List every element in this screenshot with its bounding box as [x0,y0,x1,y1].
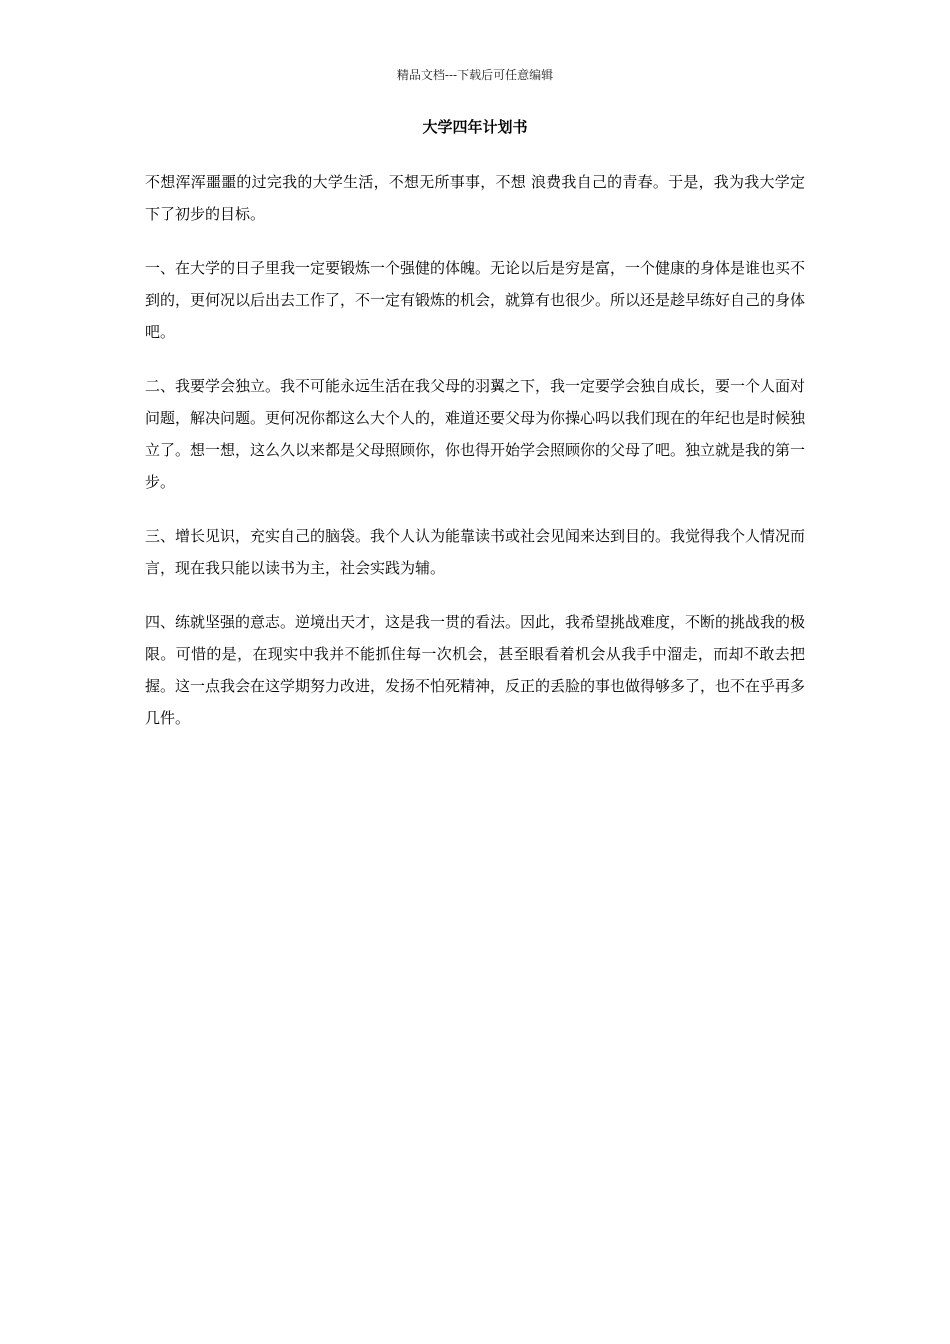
document-body [145,166,805,756]
paragraph-intro: 不想浑浑噩噩的过完我的大学生活，不想无所事事，不想 浪费我自己的青春。于是，我为我大学定下了初步的目标。 [145,173,805,223]
document-title: 大学四年计划书 [422,118,528,136]
paragraph-goal-3: 三、增长见识，充实自己的脑袋。我个人认为能靠读书或社会见闻来达到目的。我觉得我个人情况而言，现在我只能以读书为主，社会实践为辅。 [145,527,806,577]
paragraph-goal-1: 一、在大学的日子里我一定要锻炼一个强健的体魄。无论以后是穷是富，一个健康的身体是谁也买不到的，更何况以后出去工作了，不一定有锻炼的机会，就算有也很少。所以还是趁早练好自己的身体吧。 [145,259,806,341]
paragraph-goal-2: 二、我要学会独立。我不可能永远生活在我父母的羽翼之下，我一定要学会独自成长，要一个人面对问题，解决问题。更何况你都这么大个人的，难道还要父母为你操心吗以我们现在的年纪也是时候独立了。想一想，这么久以来都是父母照顾你，你也得开始学会照顾你的父母了吧。独立就是我的第一步。 [145,377,806,491]
header-note: 精品文档---下载后可任意编辑 [396,68,554,82]
paragraph-goal-4: 四、练就坚强的意志。逆境出天才，这是我一贯的看法。因此，我希望挑战难度，不断的挑战我的极限。可惜的是，在现实中我并不能抓住每一次机会，甚至眼看着机会从我手中溜走，而却不敢去把握。这一点我会在这学期努力改进，发扬不怕死精神，反正的丢脸的事也做得够多了，也不在乎再多几件。 [145,613,806,727]
